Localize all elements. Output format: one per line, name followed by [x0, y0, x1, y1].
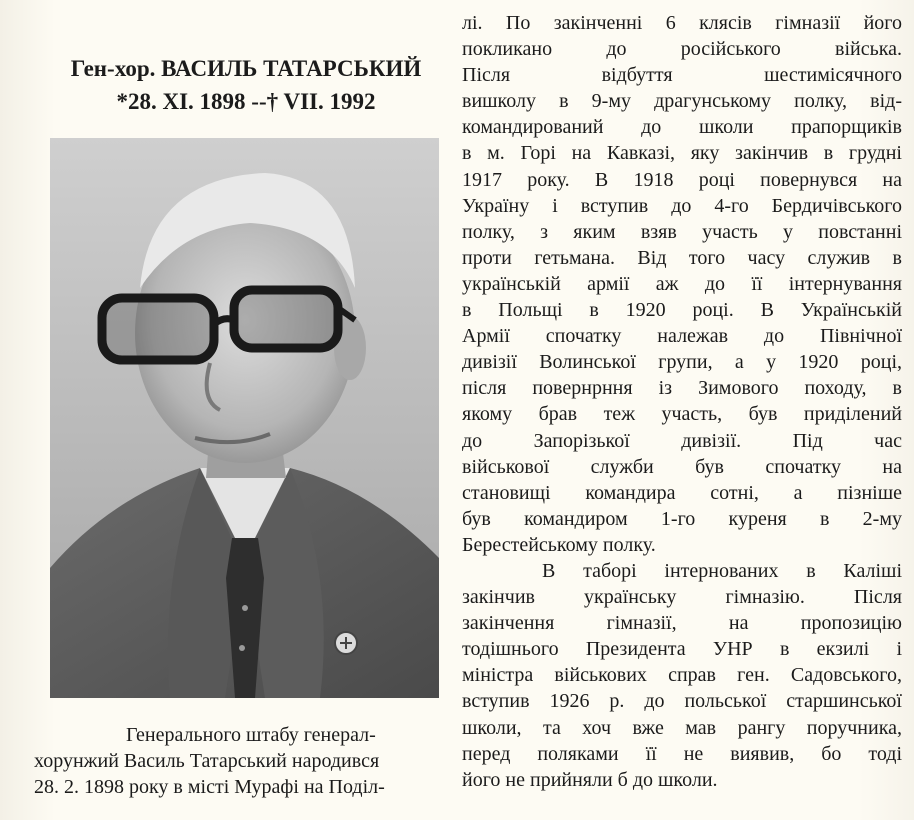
text-line: був командиром 1-го куреня в 2-му — [462, 507, 902, 530]
text-line: 1917 року. В 1918 році повернувся на — [462, 168, 902, 191]
photo-caption — [34, 722, 454, 800]
text-line: українській армії аж до її інтернування — [462, 272, 902, 295]
paragraph-1 — [462, 10, 902, 558]
portrait-illustration — [50, 138, 439, 698]
text-line: покликано до російського війська. — [462, 38, 902, 61]
title-dates: *28. XI. 1898 --† VII. 1992 — [116, 89, 376, 115]
text-line: командирований до школи прапорщиків — [462, 116, 902, 139]
text-line: закінчив українську гімназію. Після — [462, 586, 902, 609]
text-line: проти гетьмана. Від того часу служив в — [462, 246, 902, 269]
text-line: лі. По закінченні 6 клясів гімназії його — [462, 12, 902, 34]
text-line: до Запорізької дивізії. Під час — [462, 429, 902, 452]
article-title — [36, 52, 456, 119]
text-line: Україну і вступив до 4-го Бердичівського — [462, 194, 902, 217]
text-line: становищі командира сотні, а пізніше — [462, 481, 902, 504]
text-line: його не прийняли б до школи. — [462, 768, 718, 791]
text-line: перед поляками її не виявив, бо тоді — [462, 742, 902, 765]
text-line: Армії спочатку належав до Північної — [462, 325, 902, 348]
portrait-photo — [50, 138, 439, 698]
text-line: тодішнього Президента УНР в екзилі і — [462, 638, 902, 661]
body-text-column — [462, 10, 902, 793]
text-line: вступив 1926 р. до польської старшинської — [462, 690, 902, 713]
text-line: Берестейському полку. — [462, 533, 656, 556]
text-line: закінчення гімназії, на пропозицію — [462, 612, 902, 635]
text-line: школи, та хоч вже мав рангу поручника, — [462, 716, 902, 739]
title-name: Ген-хор. ВАСИЛЬ ТАТАРСЬКИЙ — [70, 56, 422, 81]
text-line: в Польщі в 1920 році. В Українській — [462, 299, 902, 322]
text-line: військової служби був спочатку на — [462, 455, 902, 478]
caption-line: Генерального штабу генерал- — [126, 724, 376, 746]
paragraph-2 — [462, 558, 902, 793]
text-line: В таборі інтернованих в Каліші — [542, 559, 902, 582]
text-line: після повернрння із Зимового походу, в — [462, 377, 902, 400]
text-line: вишколу в 9-му драгунському полку, від- — [462, 90, 902, 113]
text-line: Після відбуття шестимісячного — [462, 64, 902, 87]
text-line: полку, з яким взяв участь у повстанні — [462, 220, 902, 243]
text-line: в м. Горі на Кавказі, яку закінчив в грудні — [462, 142, 902, 165]
text-line: міністра військових справ ген. Садовського, — [462, 664, 902, 687]
text-line: якому брав теж участь, був приділений — [462, 403, 902, 426]
caption-line: хорунжий Василь Татарський народився — [34, 750, 380, 772]
text-line: дивізії Волинської групи, а у 1920 році, — [462, 351, 902, 374]
caption-line: 28. 2. 1898 року в місті Мурафі на Поділ- — [34, 776, 385, 798]
